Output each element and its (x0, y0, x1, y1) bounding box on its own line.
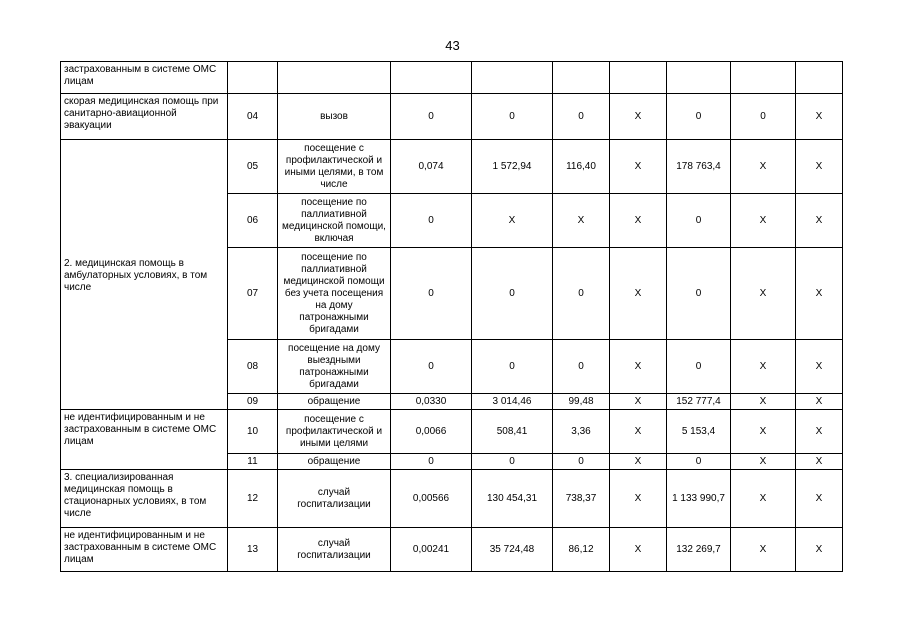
cell-c5: 0 (667, 340, 731, 394)
cell-code: 13 (228, 528, 278, 572)
cell-c4: X (610, 394, 667, 410)
cell-unit (278, 62, 391, 94)
cell-c6: X (731, 528, 796, 572)
cell-c1: 0,00241 (391, 528, 472, 572)
row-label: 3. специализированная медицинская помощь в стационарных условиях, в том числе (61, 470, 228, 528)
cell-c4: X (610, 194, 667, 248)
cell-c6: X (731, 340, 796, 394)
cell-unit: посещение на дому выездными патронажными бригадами (278, 340, 391, 394)
cell-code: 08 (228, 340, 278, 394)
cell-unit: посещение с профилактической и иными целями, в том числе (278, 140, 391, 194)
cell-c2: 0 (472, 94, 553, 140)
cell-unit: посещение по паллиативной медицинской помощи без учета посещения на дому патронажными бригадами (278, 248, 391, 340)
row-label: не идентифицированным и не застрахованным в системе ОМС лицам (61, 528, 228, 572)
cell-c7: X (796, 528, 843, 572)
table-row (61, 62, 843, 94)
cell-c1 (391, 62, 472, 94)
cell-code: 12 (228, 470, 278, 528)
cell-c2: 1 572,94 (472, 140, 553, 194)
cell-c2: X (472, 194, 553, 248)
cell-unit: посещение с профилактической и иными целями (278, 410, 391, 454)
cell-c1: 0,00566 (391, 470, 472, 528)
cell-c3: 3,36 (553, 410, 610, 454)
cell-c6: X (731, 410, 796, 454)
cell-c1: 0 (391, 340, 472, 394)
cell-c2: 35 724,48 (472, 528, 553, 572)
cell-c6: X (731, 454, 796, 470)
cell-c3: X (553, 194, 610, 248)
cell-c5: 0 (667, 248, 731, 340)
cell-c3: 99,48 (553, 394, 610, 410)
cell-c4: X (610, 470, 667, 528)
cell-c2: 0 (472, 340, 553, 394)
cell-c4: X (610, 410, 667, 454)
data-table (60, 61, 843, 572)
cell-c5: 152 777,4 (667, 394, 731, 410)
cell-c1: 0 (391, 194, 472, 248)
cell-c5: 0 (667, 194, 731, 248)
cell-c2: 0 (472, 454, 553, 470)
cell-c1: 0 (391, 248, 472, 340)
cell-code: 10 (228, 410, 278, 454)
cell-code: 07 (228, 248, 278, 340)
cell-c5 (667, 62, 731, 94)
cell-c2: 508,41 (472, 410, 553, 454)
row-label: скорая медицинская помощь при санитарно-авиационной эвакуации (61, 94, 228, 140)
cell-c6: X (731, 194, 796, 248)
cell-c4: X (610, 454, 667, 470)
cell-c2 (472, 62, 553, 94)
cell-c3: 0 (553, 94, 610, 140)
cell-code (228, 62, 278, 94)
cell-c7: X (796, 194, 843, 248)
cell-c7: X (796, 140, 843, 194)
table-row (61, 94, 843, 140)
cell-c1: 0 (391, 454, 472, 470)
row-label: застрахованным в системе ОМС лицам (61, 62, 228, 94)
cell-c4: X (610, 140, 667, 194)
cell-c1: 0,0330 (391, 394, 472, 410)
cell-c6 (731, 62, 796, 94)
table-row (61, 528, 843, 572)
cell-c3: 0 (553, 248, 610, 340)
cell-c2: 130 454,31 (472, 470, 553, 528)
cell-unit: обращение (278, 394, 391, 410)
cell-c4: X (610, 340, 667, 394)
cell-c5: 178 763,4 (667, 140, 731, 194)
cell-c3: 86,12 (553, 528, 610, 572)
cell-c6: X (731, 140, 796, 194)
cell-unit: случай госпитализации (278, 528, 391, 572)
cell-c7: X (796, 394, 843, 410)
cell-code: 11 (228, 454, 278, 470)
row-label: 2. медицинская помощь в амбулаторных условиях, в том числе (61, 140, 228, 410)
cell-code: 05 (228, 140, 278, 194)
cell-code: 09 (228, 394, 278, 410)
cell-c7: X (796, 248, 843, 340)
cell-c1: 0 (391, 94, 472, 140)
cell-c1: 0,074 (391, 140, 472, 194)
cell-c3: 738,37 (553, 470, 610, 528)
cell-c4: X (610, 248, 667, 340)
cell-code: 04 (228, 94, 278, 140)
cell-c5: 1 133 990,7 (667, 470, 731, 528)
cell-c2: 3 014,46 (472, 394, 553, 410)
cell-c5: 0 (667, 454, 731, 470)
row-label: не идентифицированным и не застрахованным в системе ОМС лицам (61, 410, 228, 470)
cell-c6: 0 (731, 94, 796, 140)
cell-c1: 0,0066 (391, 410, 472, 454)
cell-c3: 0 (553, 454, 610, 470)
cell-c4: X (610, 94, 667, 140)
cell-c3: 116,40 (553, 140, 610, 194)
table-row (61, 410, 843, 454)
table-row (61, 470, 843, 528)
cell-c5: 5 153,4 (667, 410, 731, 454)
cell-c7: X (796, 454, 843, 470)
cell-c6: X (731, 248, 796, 340)
cell-unit: посещение по паллиативной медицинской помощи, включая (278, 194, 391, 248)
cell-c6: X (731, 394, 796, 410)
cell-c3: 0 (553, 340, 610, 394)
cell-c4: X (610, 528, 667, 572)
cell-c7: X (796, 94, 843, 140)
cell-c7: X (796, 470, 843, 528)
cell-c7: X (796, 410, 843, 454)
cell-c4 (610, 62, 667, 94)
cell-c7: X (796, 340, 843, 394)
cell-c7 (796, 62, 843, 94)
cell-c5: 132 269,7 (667, 528, 731, 572)
cell-c3 (553, 62, 610, 94)
cell-unit: вызов (278, 94, 391, 140)
cell-code: 06 (228, 194, 278, 248)
cell-unit: обращение (278, 454, 391, 470)
page-number: 43 (445, 38, 460, 53)
cell-c2: 0 (472, 248, 553, 340)
cell-c6: X (731, 470, 796, 528)
cell-unit: случай госпитализации (278, 470, 391, 528)
cell-c5: 0 (667, 94, 731, 140)
table-row (61, 140, 843, 194)
